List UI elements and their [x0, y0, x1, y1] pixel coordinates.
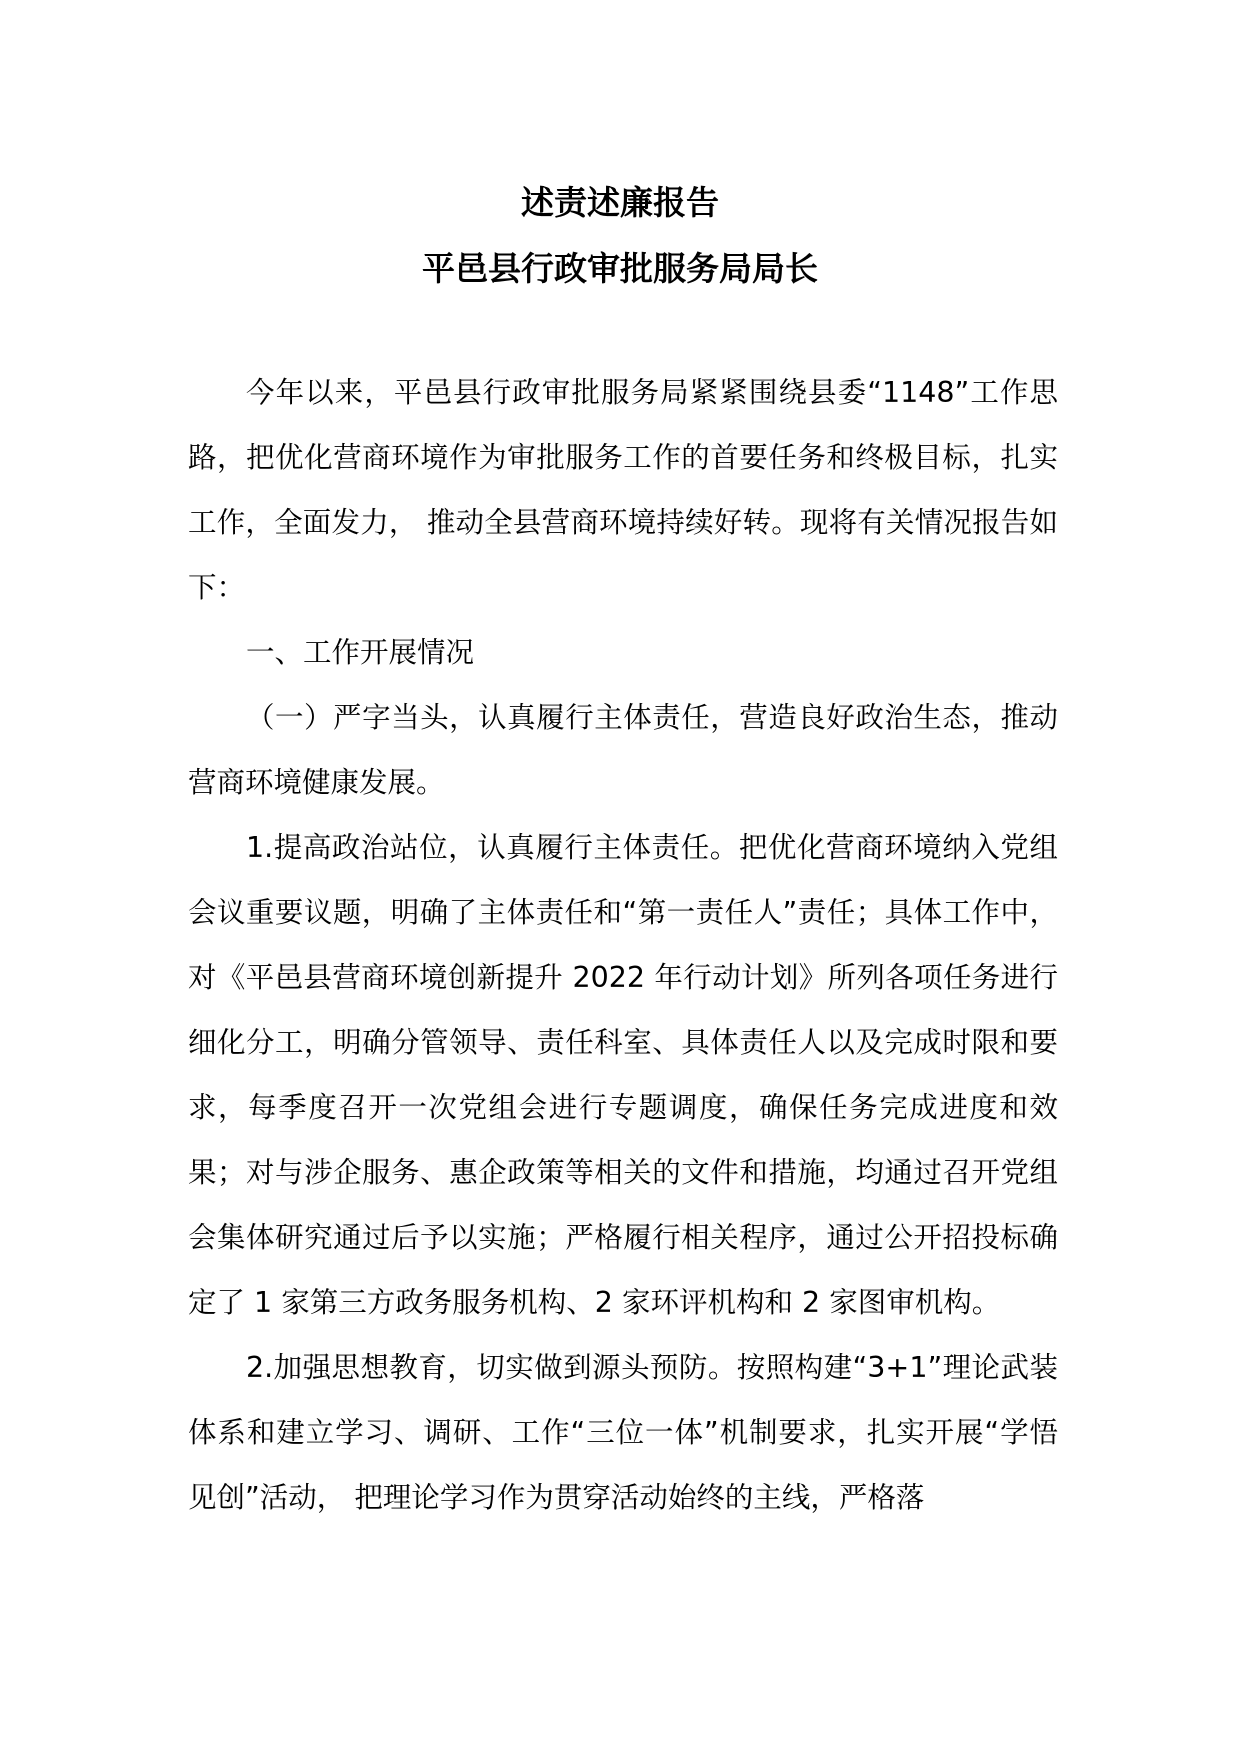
paragraph-intro: 今年以来，平邑县行政审批服务局紧紧围绕县委“1148”工作思路，把优化营商环境作为审批服务工作的首要任务和终极目标，扎实工作，全面发力， 推动全县营商环境持续好转。现将有关情况报告如下：	[188, 376, 1058, 604]
title-block	[0, 170, 1240, 302]
subsection-heading: （一）严字当头，认真履行主体责任，营造良好政治生态，推动营商环境健康发展。	[188, 701, 1058, 799]
document-body	[188, 360, 1058, 1530]
paragraph-item-2: 2.加强思想教育，切实做到源头预防。按照构建“3+1”理论武装体系和建立学习、调研、工作“三位一体”机制要求，扎实开展“学悟见创”活动， 把理论学习作为贯穿活动始终的主线，严格落	[188, 1351, 1058, 1514]
document-title: 述责述廉报告	[521, 183, 719, 222]
paragraph-item-1: 1.提高政治站位，认真履行主体责任。把优化营商环境纳入党组会议重要议题，明确了主体责任和“第一责任人”责任；具体工作中，对《平邑县营商环境创新提升 2022 年行动计划》所列各项任务进行细化分工，明确分管领导、责任科室、具体责任人以及完成时限和要求，每季度召开一次党组会进行专题调度，确保任务完成进度和效果；对与涉企服务、惠企政策等相关的文件和措施，均通过召开党组会集体研究通过后予以实施；严格履行相关程序，通过公开招投标确定了 1 家第三方政务服务机构、2 家环评机构和 2 家图审机构。	[188, 831, 1058, 1319]
document-subtitle: 平邑县行政审批服务局局长	[422, 249, 818, 288]
section-heading: 一、工作开展情况	[246, 636, 475, 669]
